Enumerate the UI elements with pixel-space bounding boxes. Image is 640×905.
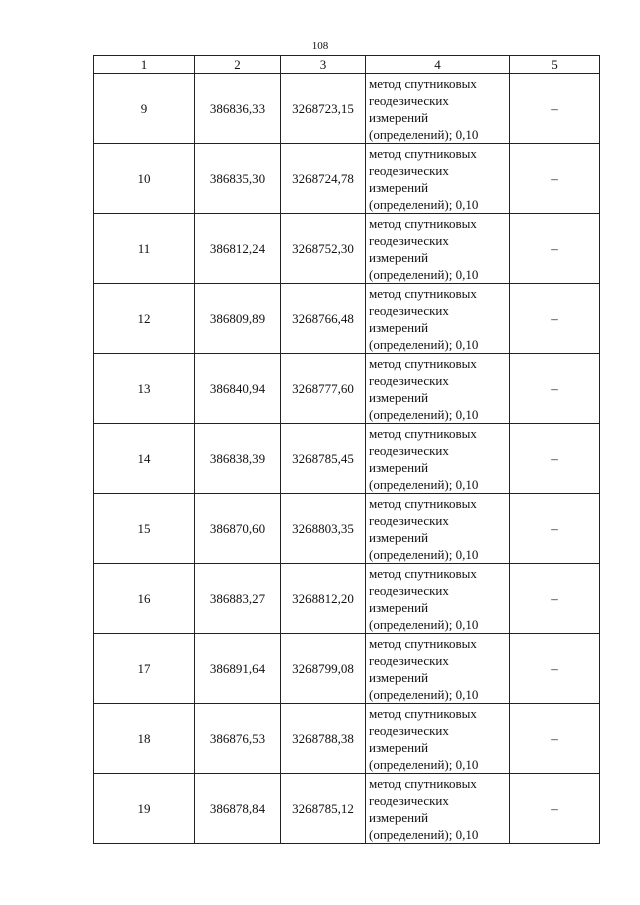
method-line: геодезических bbox=[369, 372, 449, 388]
table-row bbox=[94, 634, 600, 704]
table-row bbox=[94, 494, 600, 564]
note-cell: – bbox=[510, 564, 600, 634]
column-header-2: 2 bbox=[195, 56, 281, 74]
x-coordinate-cell: 386836,33 bbox=[195, 74, 281, 144]
note-cell: – bbox=[510, 634, 600, 704]
point-number-cell: 14 bbox=[94, 424, 195, 494]
method-line: (определений); 0,10 bbox=[369, 406, 479, 422]
x-coordinate-cell: 386870,60 bbox=[195, 494, 281, 564]
method-line: геодезических bbox=[369, 792, 449, 808]
table-row bbox=[94, 284, 600, 354]
method-line: геодезических bbox=[369, 722, 449, 738]
x-coordinate-cell: 386838,39 bbox=[195, 424, 281, 494]
y-coordinate-cell: 3268785,12 bbox=[281, 774, 366, 844]
point-number-cell: 15 bbox=[94, 494, 195, 564]
note-cell: – bbox=[510, 424, 600, 494]
y-coordinate-cell: 3268724,78 bbox=[281, 144, 366, 214]
method-line: метод спутниковых bbox=[369, 355, 477, 371]
method-line: (определений); 0,10 bbox=[369, 616, 479, 632]
method-line: метод спутниковых bbox=[369, 285, 477, 301]
x-coordinate-cell: 386878,84 bbox=[195, 774, 281, 844]
method-line: метод спутниковых bbox=[369, 775, 477, 791]
point-number-cell: 16 bbox=[94, 564, 195, 634]
method-line: метод спутниковых bbox=[369, 145, 477, 161]
coordinates-table bbox=[93, 55, 600, 844]
table-row bbox=[94, 564, 600, 634]
method-line: (определений); 0,10 bbox=[369, 126, 479, 142]
table-body bbox=[94, 74, 600, 844]
method-line: метод спутниковых bbox=[369, 565, 477, 581]
method-line: метод спутниковых bbox=[369, 495, 477, 511]
point-number-cell: 13 bbox=[94, 354, 195, 424]
method-cell bbox=[366, 74, 510, 144]
y-coordinate-cell: 3268788,38 bbox=[281, 704, 366, 774]
x-coordinate-cell: 386835,30 bbox=[195, 144, 281, 214]
method-line: метод спутниковых bbox=[369, 705, 477, 721]
table-row bbox=[94, 424, 600, 494]
y-coordinate-cell: 3268766,48 bbox=[281, 284, 366, 354]
column-header-3: 3 bbox=[281, 56, 366, 74]
method-line: измерений bbox=[369, 389, 429, 405]
method-line: (определений); 0,10 bbox=[369, 826, 479, 842]
method-line: измерений bbox=[369, 249, 429, 265]
y-coordinate-cell: 3268723,15 bbox=[281, 74, 366, 144]
y-coordinate-cell: 3268799,08 bbox=[281, 634, 366, 704]
table-row bbox=[94, 774, 600, 844]
method-line: (определений); 0,10 bbox=[369, 546, 479, 562]
method-line: (определений); 0,10 bbox=[369, 196, 479, 212]
method-line: геодезических bbox=[369, 652, 449, 668]
note-cell: – bbox=[510, 494, 600, 564]
x-coordinate-cell: 386812,24 bbox=[195, 214, 281, 284]
method-line: геодезических bbox=[369, 302, 449, 318]
point-number-cell: 12 bbox=[94, 284, 195, 354]
method-cell bbox=[366, 144, 510, 214]
method-line: измерений bbox=[369, 179, 429, 195]
method-line: (определений); 0,10 bbox=[369, 266, 479, 282]
column-header-5: 5 bbox=[510, 56, 600, 74]
point-number-cell: 11 bbox=[94, 214, 195, 284]
note-cell: – bbox=[510, 354, 600, 424]
method-line: метод спутниковых bbox=[369, 215, 477, 231]
note-cell: – bbox=[510, 214, 600, 284]
table-header-row bbox=[94, 56, 600, 74]
note-cell: – bbox=[510, 284, 600, 354]
method-line: метод спутниковых bbox=[369, 75, 477, 91]
method-cell bbox=[366, 284, 510, 354]
method-line: измерений bbox=[369, 669, 429, 685]
method-cell bbox=[366, 704, 510, 774]
x-coordinate-cell: 386876,53 bbox=[195, 704, 281, 774]
method-line: (определений); 0,10 bbox=[369, 476, 479, 492]
note-cell: – bbox=[510, 74, 600, 144]
point-number-cell: 17 bbox=[94, 634, 195, 704]
method-line: геодезических bbox=[369, 442, 449, 458]
method-cell bbox=[366, 634, 510, 704]
table-row bbox=[94, 354, 600, 424]
table-row bbox=[94, 214, 600, 284]
method-line: (определений); 0,10 bbox=[369, 756, 479, 772]
column-header-4: 4 bbox=[366, 56, 510, 74]
method-line: измерений bbox=[369, 459, 429, 475]
method-line: геодезических bbox=[369, 92, 449, 108]
method-line: измерений bbox=[369, 529, 429, 545]
method-cell bbox=[366, 424, 510, 494]
method-cell bbox=[366, 564, 510, 634]
page-number: 108 bbox=[311, 40, 329, 52]
method-line: метод спутниковых bbox=[369, 425, 477, 441]
method-cell bbox=[366, 354, 510, 424]
method-cell bbox=[366, 494, 510, 564]
method-line: измерений bbox=[369, 109, 429, 125]
method-line: геодезических bbox=[369, 162, 449, 178]
method-line: геодезических bbox=[369, 512, 449, 528]
method-line: измерений bbox=[369, 599, 429, 615]
method-line: измерений bbox=[369, 319, 429, 335]
point-number-cell: 19 bbox=[94, 774, 195, 844]
note-cell: – bbox=[510, 774, 600, 844]
y-coordinate-cell: 3268812,20 bbox=[281, 564, 366, 634]
note-cell: – bbox=[510, 704, 600, 774]
method-line: измерений bbox=[369, 809, 429, 825]
method-line: (определений); 0,10 bbox=[369, 336, 479, 352]
method-cell bbox=[366, 774, 510, 844]
note-cell: – bbox=[510, 144, 600, 214]
point-number-cell: 9 bbox=[94, 74, 195, 144]
point-number-cell: 18 bbox=[94, 704, 195, 774]
method-line: (определений); 0,10 bbox=[369, 686, 479, 702]
column-header-1: 1 bbox=[94, 56, 195, 74]
table-row bbox=[94, 144, 600, 214]
y-coordinate-cell: 3268752,30 bbox=[281, 214, 366, 284]
table-row bbox=[94, 74, 600, 144]
x-coordinate-cell: 386891,64 bbox=[195, 634, 281, 704]
y-coordinate-cell: 3268785,45 bbox=[281, 424, 366, 494]
method-line: метод спутниковых bbox=[369, 635, 477, 651]
y-coordinate-cell: 3268777,60 bbox=[281, 354, 366, 424]
y-coordinate-cell: 3268803,35 bbox=[281, 494, 366, 564]
method-line: измерений bbox=[369, 739, 429, 755]
x-coordinate-cell: 386809,89 bbox=[195, 284, 281, 354]
method-line: геодезических bbox=[369, 232, 449, 248]
point-number-cell: 10 bbox=[94, 144, 195, 214]
x-coordinate-cell: 386840,94 bbox=[195, 354, 281, 424]
x-coordinate-cell: 386883,27 bbox=[195, 564, 281, 634]
method-cell bbox=[366, 214, 510, 284]
method-line: геодезических bbox=[369, 582, 449, 598]
table-row bbox=[94, 704, 600, 774]
